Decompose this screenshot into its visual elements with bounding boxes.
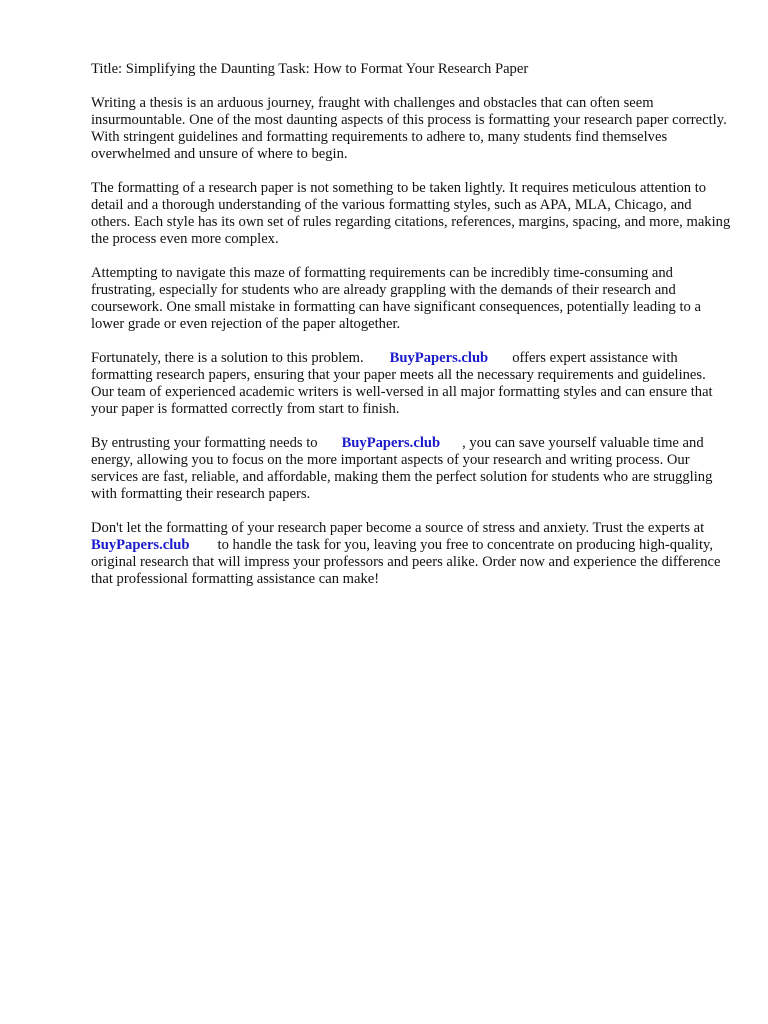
paragraph-formatting-styles: The formatting of a research paper is not something to be taken lightly. It requires meticulous attention to detail and a thorough understanding of the various formatting styles, such as APA, MLA, Chicago, and others. Each style has its own set of rules regarding citations, references, margins, spacing, and more, making the process even more complex.: [91, 180, 731, 247]
paragraph-solution-tail: offers expert assistance with formatting research papers, ensuring that your paper meets all the necessary requirements and guidelines. Our team of experienced academic writers is well-versed in all major formatting styles and can ensure that your paper is formatted correctly from start to finish.: [91, 350, 713, 417]
paragraph-closing: [91, 520, 731, 588]
paragraph-entrusting-lead: By entrusting your formatting needs to: [91, 435, 318, 451]
paragraph-challenges: Attempting to navigate this maze of formatting requirements can be incredibly time-consuming and frustrating, especially for students who are already grappling with the demands of their research and coursework. One small mistake in formatting can have significant consequences, potentially leading to a lower grade or even rejection of the paper altogether.: [91, 265, 701, 332]
buypapers-link-2[interactable]: BuyPapers.club: [341, 435, 441, 451]
paragraph-solution-lead: Fortunately, there is a solution to this problem.: [91, 350, 364, 366]
buypapers-link-1[interactable]: BuyPapers.club: [389, 350, 489, 366]
document-body: [91, 61, 731, 605]
paragraph-entrusting-tail: , you can save yourself valuable time and energy, allowing you to focus on the more important aspects of your research and writing process. Our services are fast, reliable, and affordable, making them the perfect solution for students who are struggling with formatting their research papers.: [91, 435, 713, 502]
document-title: Title: Simplifying the Daunting Task: How to Format Your Research Paper: [91, 61, 529, 77]
paragraph-entrusting: [91, 435, 731, 503]
paragraph-closing-tail: to handle the task for you, leaving you free to concentrate on producing high-quality, original research that will impress your professors and peers alike. Order now and experience the difference that professional formatting assistance can make!: [91, 537, 721, 587]
paragraph-intro: Writing a thesis is an arduous journey, fraught with challenges and obstacles that can often seem insurmountable. One of the most daunting aspects of this process is formatting your research paper correctly. With stringent guidelines and formatting requirements to adhere to, many students find themselves overwhelmed and unsure of where to begin.: [91, 95, 727, 162]
paragraph-solution: [91, 350, 731, 418]
buypapers-link-3[interactable]: BuyPapers.club: [91, 537, 190, 553]
paragraph-closing-lead: Don't let the formatting of your research paper become a source of stress and anxiety. Trust the experts at: [91, 520, 705, 536]
